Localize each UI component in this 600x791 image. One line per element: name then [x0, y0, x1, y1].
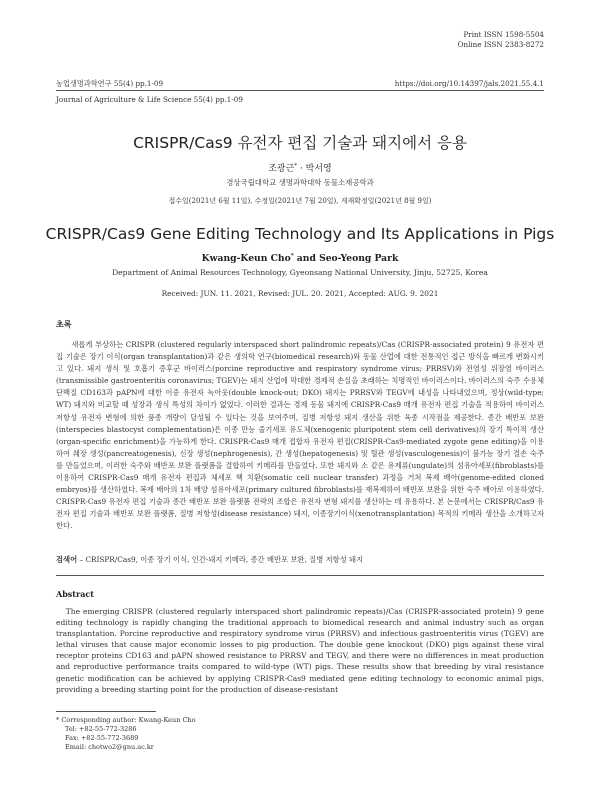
author-2: · 박서영: [297, 164, 332, 174]
journal-citation-en: Journal of Agriculture & Life Science 55(4) pp.1-09: [56, 95, 243, 104]
authors-korean: [0, 161, 600, 174]
dates-english: Received: JUN. 11. 2021, Revised: JUL. 20. 2021, Accepted: AUG. 9. 2021: [161, 289, 439, 298]
abstract-english-heading: Abstract: [56, 589, 94, 599]
corresponding-author-footnote: [56, 716, 196, 752]
print-issn: Print ISSN 1598-5504: [463, 30, 544, 39]
author-1: Kwang-Keun Cho: [201, 253, 291, 264]
abstract-korean-heading: 초록: [56, 319, 72, 329]
doi-link[interactable]: https://doi.org/10.14397/jals.2021.55.4.1: [394, 79, 544, 88]
corresponding-mark: *: [290, 252, 294, 259]
keywords-label: 검색어: [56, 555, 78, 564]
keywords-korean: [56, 555, 544, 565]
dates-korean: 접수일(2021년 6월 11일), 수정일(2021년 7월 20일), 게재확정일(2021년 8월 9일): [168, 197, 432, 205]
title-korean: CRISPR/Cas9 유전자 편집 기술과 돼지에서 응용: [133, 134, 467, 152]
fax: Fax: +82-55-772-3689: [65, 733, 139, 742]
header-divider: [56, 90, 544, 91]
author-2: and Seo-Yeong Park: [293, 253, 399, 264]
abstract-english-body: The emerging CRISPR (clustered regularly interspaced short palindromic repeats)/Cas (CRISPR-associated protein) 9 gene editing technology is rapidly changing the traditional approach to biomedical research and animal industry such as organ transplantation. Porcine reproductive and respiratory syndrome virus (PRRSV) and infectious gastroenteritis virus (TGEV) are lethal viruses that cause major economic losses to pig production. The double gene knockout (DKO) pigs against these viral receptor proteins CD163 and pAPN showed resistance to PRRSV and TEGV, and there were no differences in meat production and reproductive performance traits compared to wild-type (WT) pigs. These results show that breeding by viral resistance genetic modification can be achieved by applying CRISPR-Cas9 mediated gene editing technology to economic animal pigs, providing a breeding starting point for the production of disease-resistant: [56, 607, 544, 694]
section-divider: [56, 575, 544, 576]
abstract-korean-body: 새롭게 부상하는 CRISPR (clustered regularly interspaced short palindromic repeats)/Cas (CRISPR-associated protein) 9 유전자 편집 기술은 장기 이식(organ transplantation)과 같은 생의학 연구(biomedical research)와 동물 산업에 대한 전통적인 접근 방식을 빠르게 변화시키고 있다. 돼지 생식 및 호흡기 증후군 바이러스(porcine reproductive and respiratory syndrome virus; PRRSV)와 전염성 위장염 바이러스(transmissible gastroenteritis coronavirus; TGEV)는 돼지 산업에 막대한 경제적 손실을 초래하는 치명적인 바이러스이다. 바이러스의 숙주 수용체 단백질 CD163과 pAPN에 대한 이중 유전자 녹아웃(double knock-out; DKO) 돼지는 PRRSV와 TEGV에 내성을 나타내었으며, 정상(wild-type; WT) 돼지와 비교할 때 성장과 생식 특성의 차이가 없었다. 이러한 결과는 경제 동물 돼지에 CRISPR-Cas9 매개 유전자 편집 기술을 적용하여 바이러스 저항성 유전자 변형에 의한 품종 개량이 달성될 수 있다는 것을 보여주며, 질병 저항성 돼지 생산을 위한 육종 시작점을 제공한다. 종간 배반포 보완(interspecies blastocyst complementation)은 이종 만능 줄기세포 유도체(xenogenic pluripotent stem cell derivatives)의 장기 특이적 생산(organ-specific enrichment)을 가능하게 한다. CRISPR-Cas9 매개 접합자 유전자 편집(CRISPR-Cas9-mediated zygote gene editing)을 이용하여 췌장 생성(pancreatogenesis), 신장 생성(nephrogenesis), 간 생성(hepatogenesis) 및 혈관 생성(vasculogenesis)이 불가능 장기 결손 숙주를 만들었으며, 이러한 숙주와 배반포 보완 플랫폼을 결합하여 키메라를 만들었다. 또한 돼지와 소 같은 유제류(ungulate)의 섬유아세포(fibroblasts)를 이용하여 CRISPR-Cas9 매개 유전자 편집과 체세포 핵 치환(somatic cell nuclear transfer) 과정을 거쳐 복제 배아(genome-edited cloned embryos)를 생산하였다. 복제 배아의 1차 배양 섬유아세포(primary cultured fibroblasts)를 재복제하여 배반포 보완을 위한 숙주 배아로 이용하였다. CRISPR-Cas9 유전자 편집 기술과 종간 배반포 보완 플랫폼 전략의 조합은 유전자 변형 돼지를 생산하는 데 유용하다. 본 논문에서는 CRISPR/Cas9 유전자 편집 기술과 배반포 보완 플랫폼, 질병 저항성(disease resistance) 돼지, 이종장기이식(xenotransplantation) 목적의 키메라 생산을 소개하고자 한다.: [56, 340, 544, 531]
corresponding-mark: *: [294, 163, 298, 169]
keywords-list: – CRISPR/Cas9, 이종 장기 이식, 인간-돼지 키메라, 종간 배반포 보완, 질병 저항성 돼지: [77, 555, 364, 564]
issn-block: [458, 30, 544, 50]
affiliation-korean: 경상국립대학교 생명과학대학 동물소재공학과: [226, 178, 374, 187]
affiliation-english: Department of Animal Resources Technology, Gyeonsang National University, Jinju, 52725, Korea: [112, 268, 488, 277]
telephone: Tel: +82-55-772-3286: [65, 724, 137, 733]
authors-english: [0, 253, 600, 264]
corresponding-author: * Corresponding author: Kwang-Keun Cho: [56, 716, 196, 724]
footnote-divider: [56, 711, 156, 712]
online-issn: Online ISSN 2383-8272: [457, 40, 544, 49]
journal-citation-ko: 농업생명과학연구 55(4) pp.1-09: [56, 79, 164, 88]
author-1: 조광근: [268, 164, 295, 174]
email[interactable]: Email: chotwo2@gnu.ac.kr: [65, 742, 154, 751]
title-english: CRISPR/Cas9 Gene Editing Technology and Its Applications in Pigs: [45, 225, 555, 243]
